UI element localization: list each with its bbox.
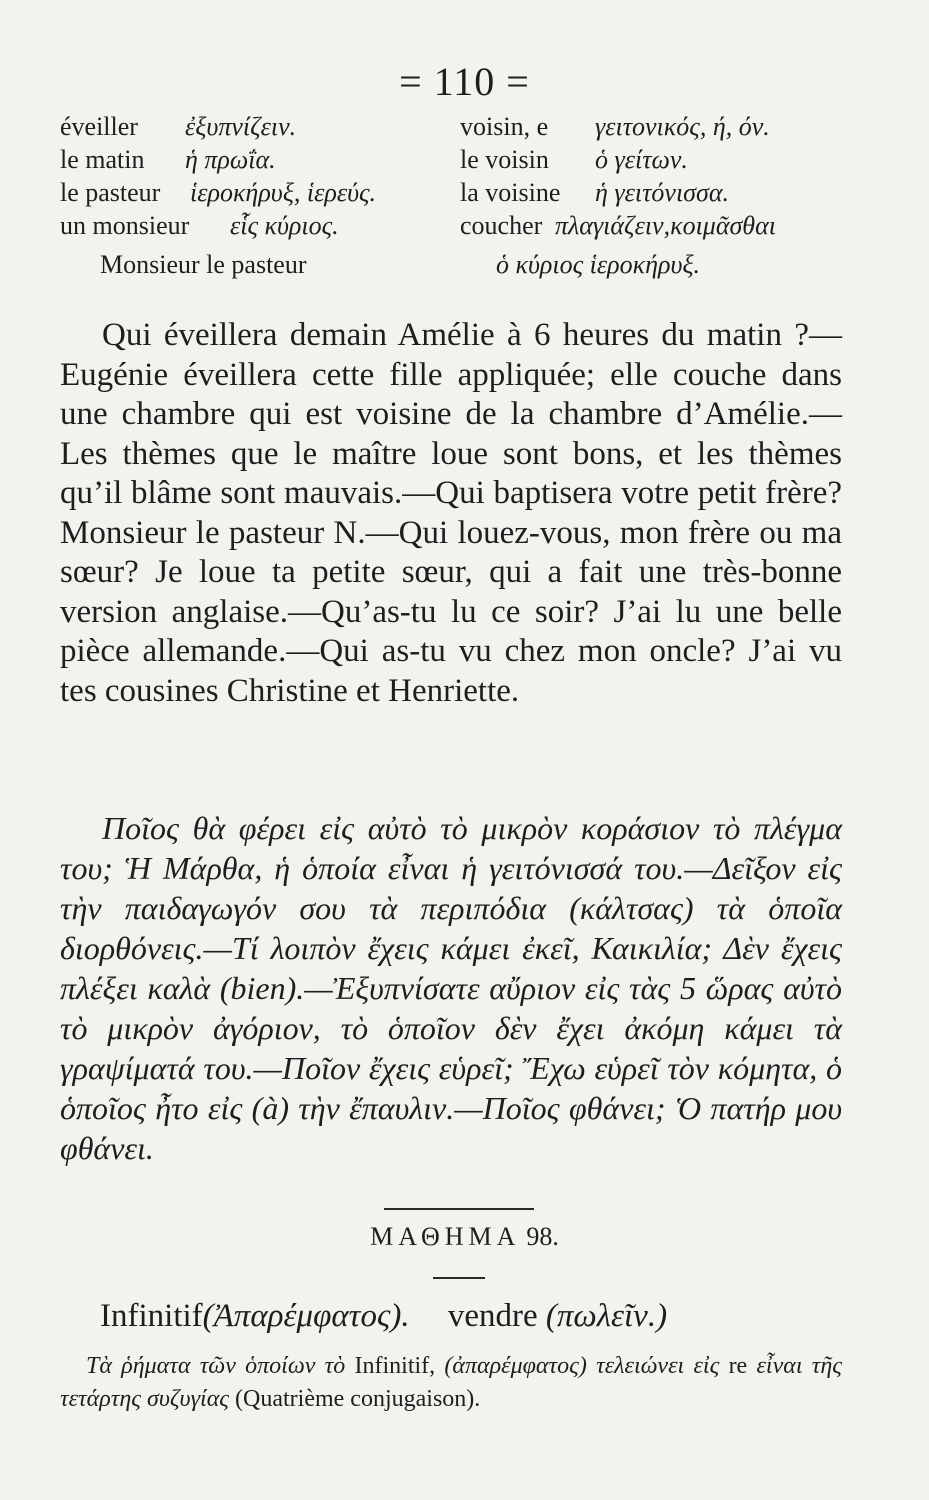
- note-french: (Quatrième conjugaison).: [235, 1386, 481, 1412]
- section-divider: [384, 1208, 534, 1210]
- infinitif-french: Infinitif: [100, 1298, 203, 1334]
- infinitif-heading: [100, 1298, 880, 1335]
- vocab-french: Monsieur le pasteur: [100, 250, 307, 279]
- lesson-number: 98.: [526, 1222, 559, 1251]
- verb-french: vendre: [447, 1298, 538, 1334]
- french-exercise-text: Qui éveillera demain Amélie à 6 heures du matin ?—Eugénie éveillera cette fille appliquée; elle couche dans une chambre qui est voisine de la chambre d’Amélie.—Les thèmes que le maître loue sont bons, et les thèmes qu’il blâme sont mauvais.—Qui baptisera votre petit frère? Monsieur le pasteur N.—Qui louez-vous, mon frère ou ma sœur? Je loue ta petite sœur, qui a fait une très-bonne version anglaise.—Qu’as-tu lu ce soir? J’ai lu une belle pièce allemande.—Qui as-tu vu chez mon oncle? J’ai vu tes cousines Christine et Henriette.: [60, 317, 842, 709]
- lesson-word: ΜΑΘΗΜΑ: [370, 1222, 521, 1251]
- vocab-french: la voisine: [460, 178, 561, 207]
- vocabulary-list: [60, 110, 880, 281]
- greek-exercise-paragraph: [60, 808, 842, 1168]
- grammar-note: [60, 1350, 842, 1416]
- vocab-row: [60, 248, 880, 281]
- vocab-greek: ὁ γείτων.: [595, 145, 688, 174]
- heading-underline: [433, 1277, 485, 1279]
- vocab-greek: ἱεροκήρυξ, ἱερεύς.: [190, 178, 377, 207]
- lesson-heading: [0, 1222, 929, 1252]
- vocab-french: le voisin: [460, 145, 549, 174]
- greek-exercise-text: Ποῖος θὰ φέρει εἰς αὐτὸ τὸ μικρὸν κοράσιον τὸ πλέγμα του; Ἡ Μάρθα, ἡ ὁποία εἶναι ἡ γειτόνισσά του.—Δεῖξον εἰς τὴν παιδαγωγόν σου τὰ περιπόδια (κάλτσας) τὰ ὁποῖα διορθόνεις.—Τί λοιπὸν ἔχεις κάμει ἐκεῖ, Καικιλία; Δὲν ἔχεις πλέξει καλὰ (bien).—Ἐξυπνίσατε αὔριον εἰς τὰς 5 ὥρας αὐτὸ τὸ μικρὸν ἀγόριον, τὸ ὁποῖον δὲν ἔχει ἀκόμη κάμει τὰ γραψίματά του.—Ποῖον ἔχεις εὑρεῖ; Ἔχω εὑρεῖ τὸν κόμητα, ὁ ὁποῖος ἦτο εἰς (à) τὴν ἔπαυλιν.—Ποῖος φθάνει; Ὁ πατήρ μου φθάνει.: [60, 810, 842, 1166]
- infinitif-greek: (Ἀπαρέμφατος).: [202, 1298, 410, 1334]
- vocab-french: éveiller: [60, 112, 138, 141]
- vocab-greek: ἐξυπνίζειν.: [185, 112, 297, 141]
- vocab-greek: γειτονικός, ή, όν.: [595, 112, 770, 141]
- vocab-french: le pasteur: [60, 178, 161, 207]
- vocab-greek: εἷς κύριος.: [230, 211, 339, 240]
- french-exercise-paragraph: [60, 316, 842, 711]
- note-french: re: [728, 1353, 748, 1379]
- vocab-greek: ἡ πρωΐα.: [185, 145, 276, 174]
- vocab-greek: ὁ κύριος ἱεροκήρυξ.: [496, 250, 701, 279]
- vocab-french: voisin, e: [460, 112, 549, 141]
- vocab-french: le matin: [60, 145, 145, 174]
- note-greek: Τὰ ῥήματα τῶν ὁποίων τὸ: [86, 1353, 346, 1379]
- note-greek: εἶναι τῆς τετάρτης συζυγίας: [60, 1353, 842, 1412]
- page-number: = 110 =: [399, 59, 530, 104]
- vocab-french: coucher: [460, 211, 543, 240]
- vocab-greek: πλαγιάζειν,κοιμᾶσθαι: [555, 211, 776, 240]
- vocab-row: [60, 110, 880, 143]
- note-french: Infinitif,: [354, 1353, 436, 1379]
- vocab-row: [60, 143, 880, 176]
- vocab-row: [60, 209, 880, 242]
- verb-greek: (πωλεῖν.): [545, 1298, 668, 1334]
- vocab-french: un monsieur: [60, 211, 190, 240]
- vocab-greek: ἡ γειτόνισσα.: [595, 178, 729, 207]
- note-greek: (ἀπαρέμφατος) τελειώνει εἰς: [444, 1353, 720, 1379]
- vocab-row: [60, 176, 880, 209]
